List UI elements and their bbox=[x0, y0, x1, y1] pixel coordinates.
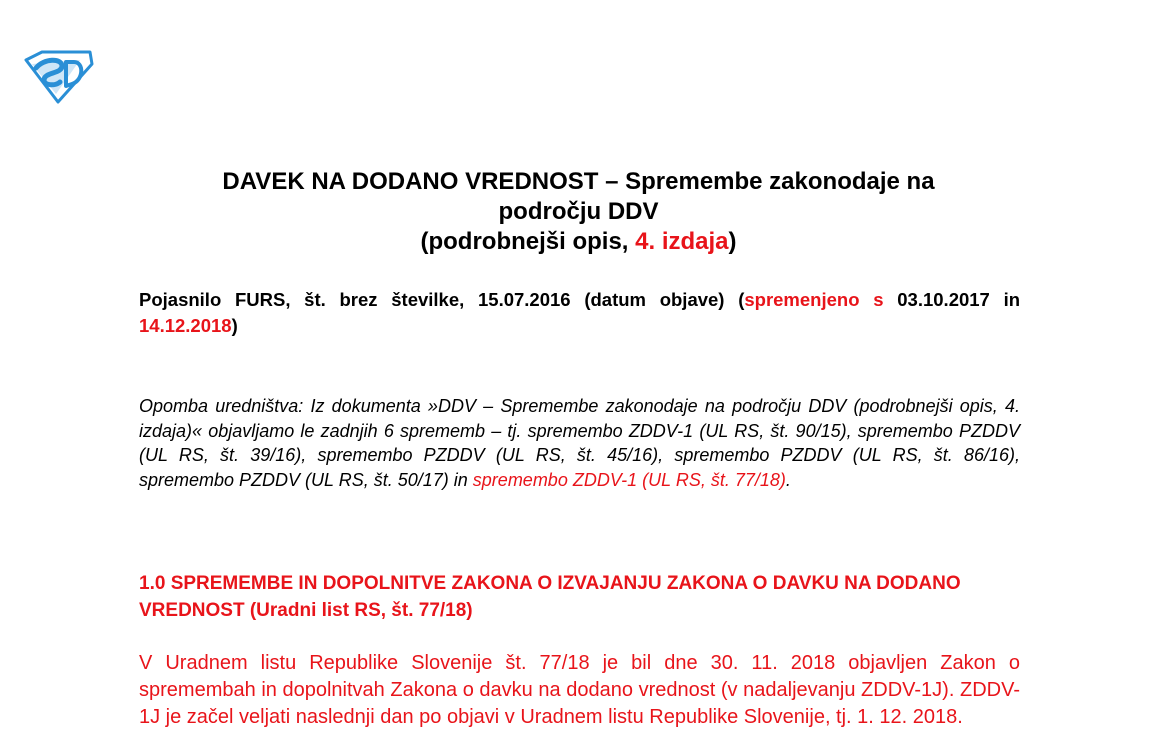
intro-changed: spremenjeno s bbox=[744, 289, 884, 310]
document-title bbox=[0, 167, 1157, 257]
edition-label: 4. izdaja bbox=[635, 228, 729, 255]
intro-date2: 14.12.2018 bbox=[139, 315, 232, 336]
sd-shield-logo-icon bbox=[22, 50, 94, 104]
title-line-3 bbox=[0, 227, 1157, 257]
editor-note bbox=[139, 394, 1020, 492]
title-line-1: DAVEK NA DODANO VREDNOST – Spremembe zakonodaje na bbox=[222, 168, 935, 195]
title-line-3-open: (podrobnejši opis, bbox=[420, 228, 636, 255]
note-highlight: spremembo ZDDV-1 (UL RS, št. 77/18) bbox=[472, 469, 786, 490]
intro-text: Pojasnilo FURS, št. brez številke, 15.07.2016 (datum objave) ( bbox=[139, 289, 745, 310]
title-line-3-close: ) bbox=[728, 228, 737, 255]
section-body: V Uradnem listu Republike Slovenije št. 77/18 je bil dne 30. 11. 2018 objavljen Zakon o spremembah in dopolnitvah Zakona o davku na dodano vrednost (v nadaljevanju ZDDV-1J). ZDDV-1J je začel veljati naslednji dan po objavi v Uradnem listu Republike Slovenije, tj. 1. 12. 2018. bbox=[139, 652, 1020, 728]
intro-paragraph bbox=[139, 287, 1020, 339]
intro-date1: 03.10.2017 in bbox=[883, 289, 1021, 310]
note-end: . bbox=[785, 469, 791, 490]
title-line-2: področju DDV bbox=[498, 198, 659, 225]
section-heading: 1.0 SPREMEMBE IN DOPOLNITVE ZAKONA O IZVAJANJU ZAKONA O DAVKU NA DODANO VREDNOST (Uradni list RS, št. 77/18) bbox=[139, 573, 961, 621]
intro-close: ) bbox=[231, 315, 238, 336]
note-text: Opomba uredništva: Iz dokumenta »DDV – Spremembe zakonodaje na področju DDV (podrobnejši opis, 4. izdaja)« objavljamo le zadnjih 6 sprememb – tj. spremembo ZDDV-1 (UL RS, št. 90/15), spremembo PZDDV (UL RS, št. 39/16), spremembo PZDDV (UL RS, št. 45/16), spremembo PZDDV (UL RS, št. 86/16), spremembo PZDDV (UL RS, št. 50/17) in bbox=[139, 396, 1020, 490]
